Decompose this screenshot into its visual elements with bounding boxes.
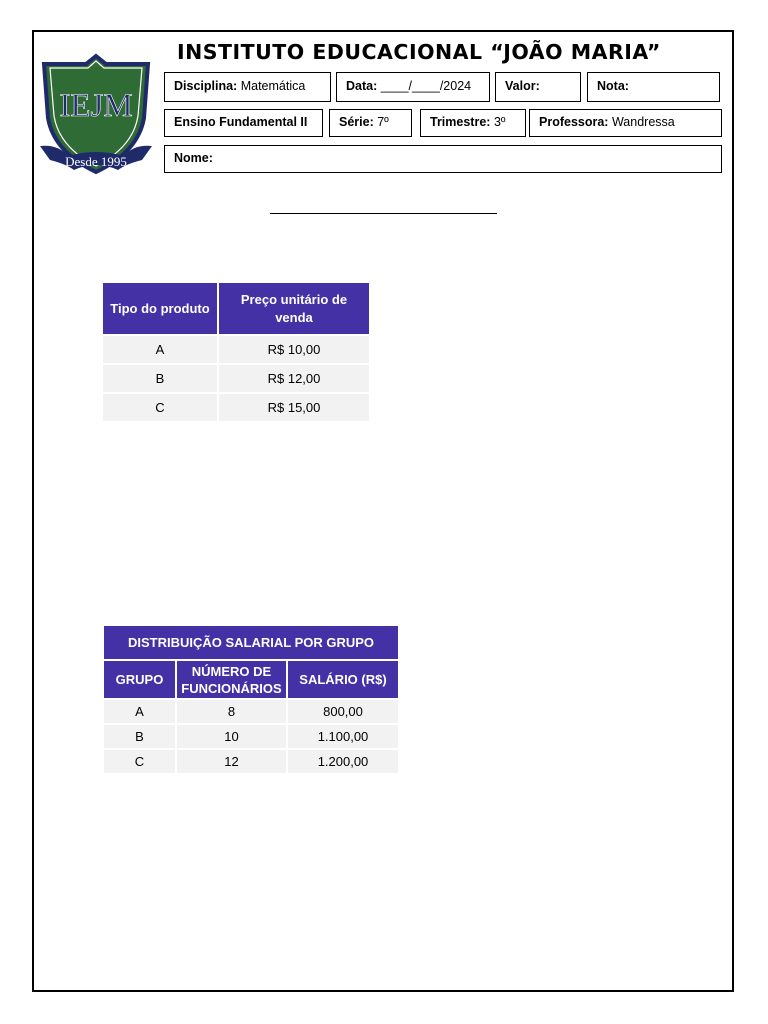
product-price-table	[102, 282, 370, 422]
table-row	[102, 393, 370, 422]
ensino-field	[164, 109, 323, 137]
nota-label: Nota:	[597, 79, 629, 93]
table1-cell: A	[102, 335, 218, 364]
nome-label: Nome:	[174, 151, 213, 165]
serie-field[interactable]	[329, 109, 412, 137]
trimestre-value: 3º	[493, 115, 506, 129]
professora-value: Wandressa	[611, 115, 675, 129]
valor-field[interactable]	[495, 72, 581, 102]
table2-header-funcionarios: NÚMERO DE FUNCIONÁRIOS	[176, 660, 287, 699]
data-field[interactable]	[336, 72, 490, 102]
ensino-label: Ensino Fundamental II	[174, 115, 308, 129]
table1-cell: R$ 15,00	[218, 393, 370, 422]
valor-label: Valor:	[505, 79, 540, 93]
table1-cell: R$ 12,00	[218, 364, 370, 393]
table2-cell: C	[103, 749, 176, 774]
table2-cell: 800,00	[287, 699, 399, 724]
table2-cell: 12	[176, 749, 287, 774]
table1-header-preco: Preço unitário de venda	[218, 282, 370, 335]
professora-field[interactable]	[529, 109, 722, 137]
professora-label: Professora:	[539, 115, 609, 129]
school-title: INSTITUTO EDUCACIONAL “JOÃO MARIA”	[177, 40, 661, 64]
table2-cell: 1.100,00	[287, 724, 399, 749]
table-row	[103, 699, 399, 724]
table2-cell: A	[103, 699, 176, 724]
table1-cell: R$ 10,00	[218, 335, 370, 364]
table2-title: DISTRIBUIÇÃO SALARIAL POR GRUPO	[103, 625, 399, 660]
logo-initials: IEJM	[59, 88, 133, 124]
disciplina-label: Disciplina:	[174, 79, 238, 93]
table1-header-tipo: Tipo do produto	[102, 282, 218, 335]
serie-value: 7º	[377, 115, 389, 129]
disciplina-field[interactable]	[164, 72, 331, 102]
table1-cell: B	[102, 364, 218, 393]
table2-header-grupo: GRUPO	[103, 660, 176, 699]
school-logo-icon	[38, 52, 154, 176]
table2-cell: B	[103, 724, 176, 749]
salary-distribution-table	[103, 625, 399, 774]
disciplina-value: Matemática	[240, 79, 306, 93]
table2-cell: 10	[176, 724, 287, 749]
trimestre-field[interactable]	[420, 109, 526, 137]
title-blank-line	[270, 213, 497, 214]
nota-field[interactable]	[587, 72, 720, 102]
table2-cell: 8	[176, 699, 287, 724]
serie-label: Série:	[339, 115, 374, 129]
data-label: Data:	[346, 79, 378, 93]
table-row	[102, 364, 370, 393]
logo-motto: Desde 1995	[65, 154, 127, 169]
table-row	[103, 749, 399, 774]
table-row	[102, 335, 370, 364]
data-value: ____/____/2024	[380, 79, 472, 93]
trimestre-label: Trimestre:	[430, 115, 491, 129]
nome-field[interactable]	[164, 145, 722, 173]
table2-header-salario: SALÁRIO (R$)	[287, 660, 399, 699]
table2-cell: 1.200,00	[287, 749, 399, 774]
table-row	[103, 724, 399, 749]
table1-cell: C	[102, 393, 218, 422]
